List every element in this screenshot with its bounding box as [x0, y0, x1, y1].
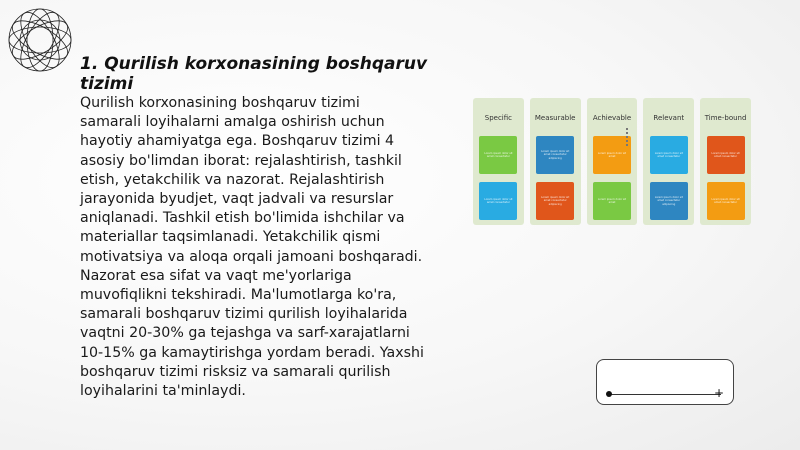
smart-column-label: Specific: [484, 114, 513, 122]
slide-body-text: Qurilish korxonasining boshqaruv tizimi samarali loyihalarni amalga oshirish uchun hayotiy ahamiyatga ega. Boshqaruv tizimi 4 asosiy bo'limdan iborat: rejalashtirish, tashkil etish, yetakchilik va nazorat. Rejalashtirish jarayonida byudjet, vaqt jadvali va resurslar aniqlanadi. Tashkil etish bo'limida ishchilar va materiallar taqsimlanadi. Yetakchilik qismi motivatsiya va aloqa orqali jamoani boshqaradi. Nazorat esa sifat va vaqt me'yorlariga muvofiqlikni tekshiradi. Ma'lumotlarga ko'ra, samarali boshqaruv tizimi qurilish loyihalarida vaqtni 20-30% ga tejashga va sarf-xarajatlarni 10-15% ga kamaytirishga yordam beradi. Yaxshi boshqaruv tizimi risksiz va samarali qurilish loyihalarini ta'minlaydi.: [80, 95, 424, 400]
smart-column-relevant: [643, 98, 694, 225]
smart-card: [593, 182, 631, 220]
smart-column-measurable: [530, 98, 581, 225]
smart-column-label: Relevant: [653, 114, 685, 122]
smart-column-specific: [473, 98, 524, 225]
smart-card-text: Lorem ipsum dolor sit amet consectetur adipiscing: [654, 195, 683, 206]
slide-title: 1. Qurilish korxonasining boshqaruv tizimi: [80, 54, 428, 94]
smart-goals-diagram: [473, 98, 751, 225]
smart-card-text: Lorem ipsum dolor sit amet consectetur adipiscing: [541, 149, 570, 160]
plus-icon[interactable]: +: [713, 386, 724, 400]
smart-card: [479, 136, 517, 174]
dotted-divider: [626, 128, 630, 146]
smart-card-text: Lorem ipsum dolor sit amet consectetur: [654, 151, 683, 158]
smart-card-text: Lorem ipsum dolor sit amet consectetur adipiscing: [541, 195, 570, 206]
smart-card-text: Lorem ipsum dolor sit amet consectetur: [484, 151, 513, 158]
smart-column-label: Measurable: [534, 114, 576, 122]
smart-card-text: Lorem ipsum dolor sit amet consectetur: [711, 151, 740, 158]
smart-card-text: Lorem ipsum dolor sit amet: [597, 151, 627, 158]
smart-card: [479, 182, 517, 220]
smart-column-time-bound: [700, 98, 751, 225]
smart-card: [650, 136, 688, 174]
smart-card: [536, 136, 574, 174]
timeline-track: [609, 394, 721, 395]
timeline-widget[interactable]: [596, 359, 734, 405]
smart-card-text: Lorem ipsum dolor sit amet consectetur: [484, 197, 513, 204]
dot-icon: [606, 391, 612, 397]
spirograph-logo-icon: [4, 4, 76, 76]
smart-column-label: Achievable: [592, 114, 632, 122]
smart-card: [536, 182, 574, 220]
smart-card: [707, 182, 745, 220]
smart-card-text: Lorem ipsum dolor sit amet consectetur: [711, 197, 740, 204]
smart-column-achievable: [587, 98, 638, 225]
smart-card-text: Lorem ipsum dolor sit amet: [597, 197, 627, 204]
smart-column-label: Time-bound: [704, 114, 747, 122]
smart-card: [650, 182, 688, 220]
smart-card: [707, 136, 745, 174]
